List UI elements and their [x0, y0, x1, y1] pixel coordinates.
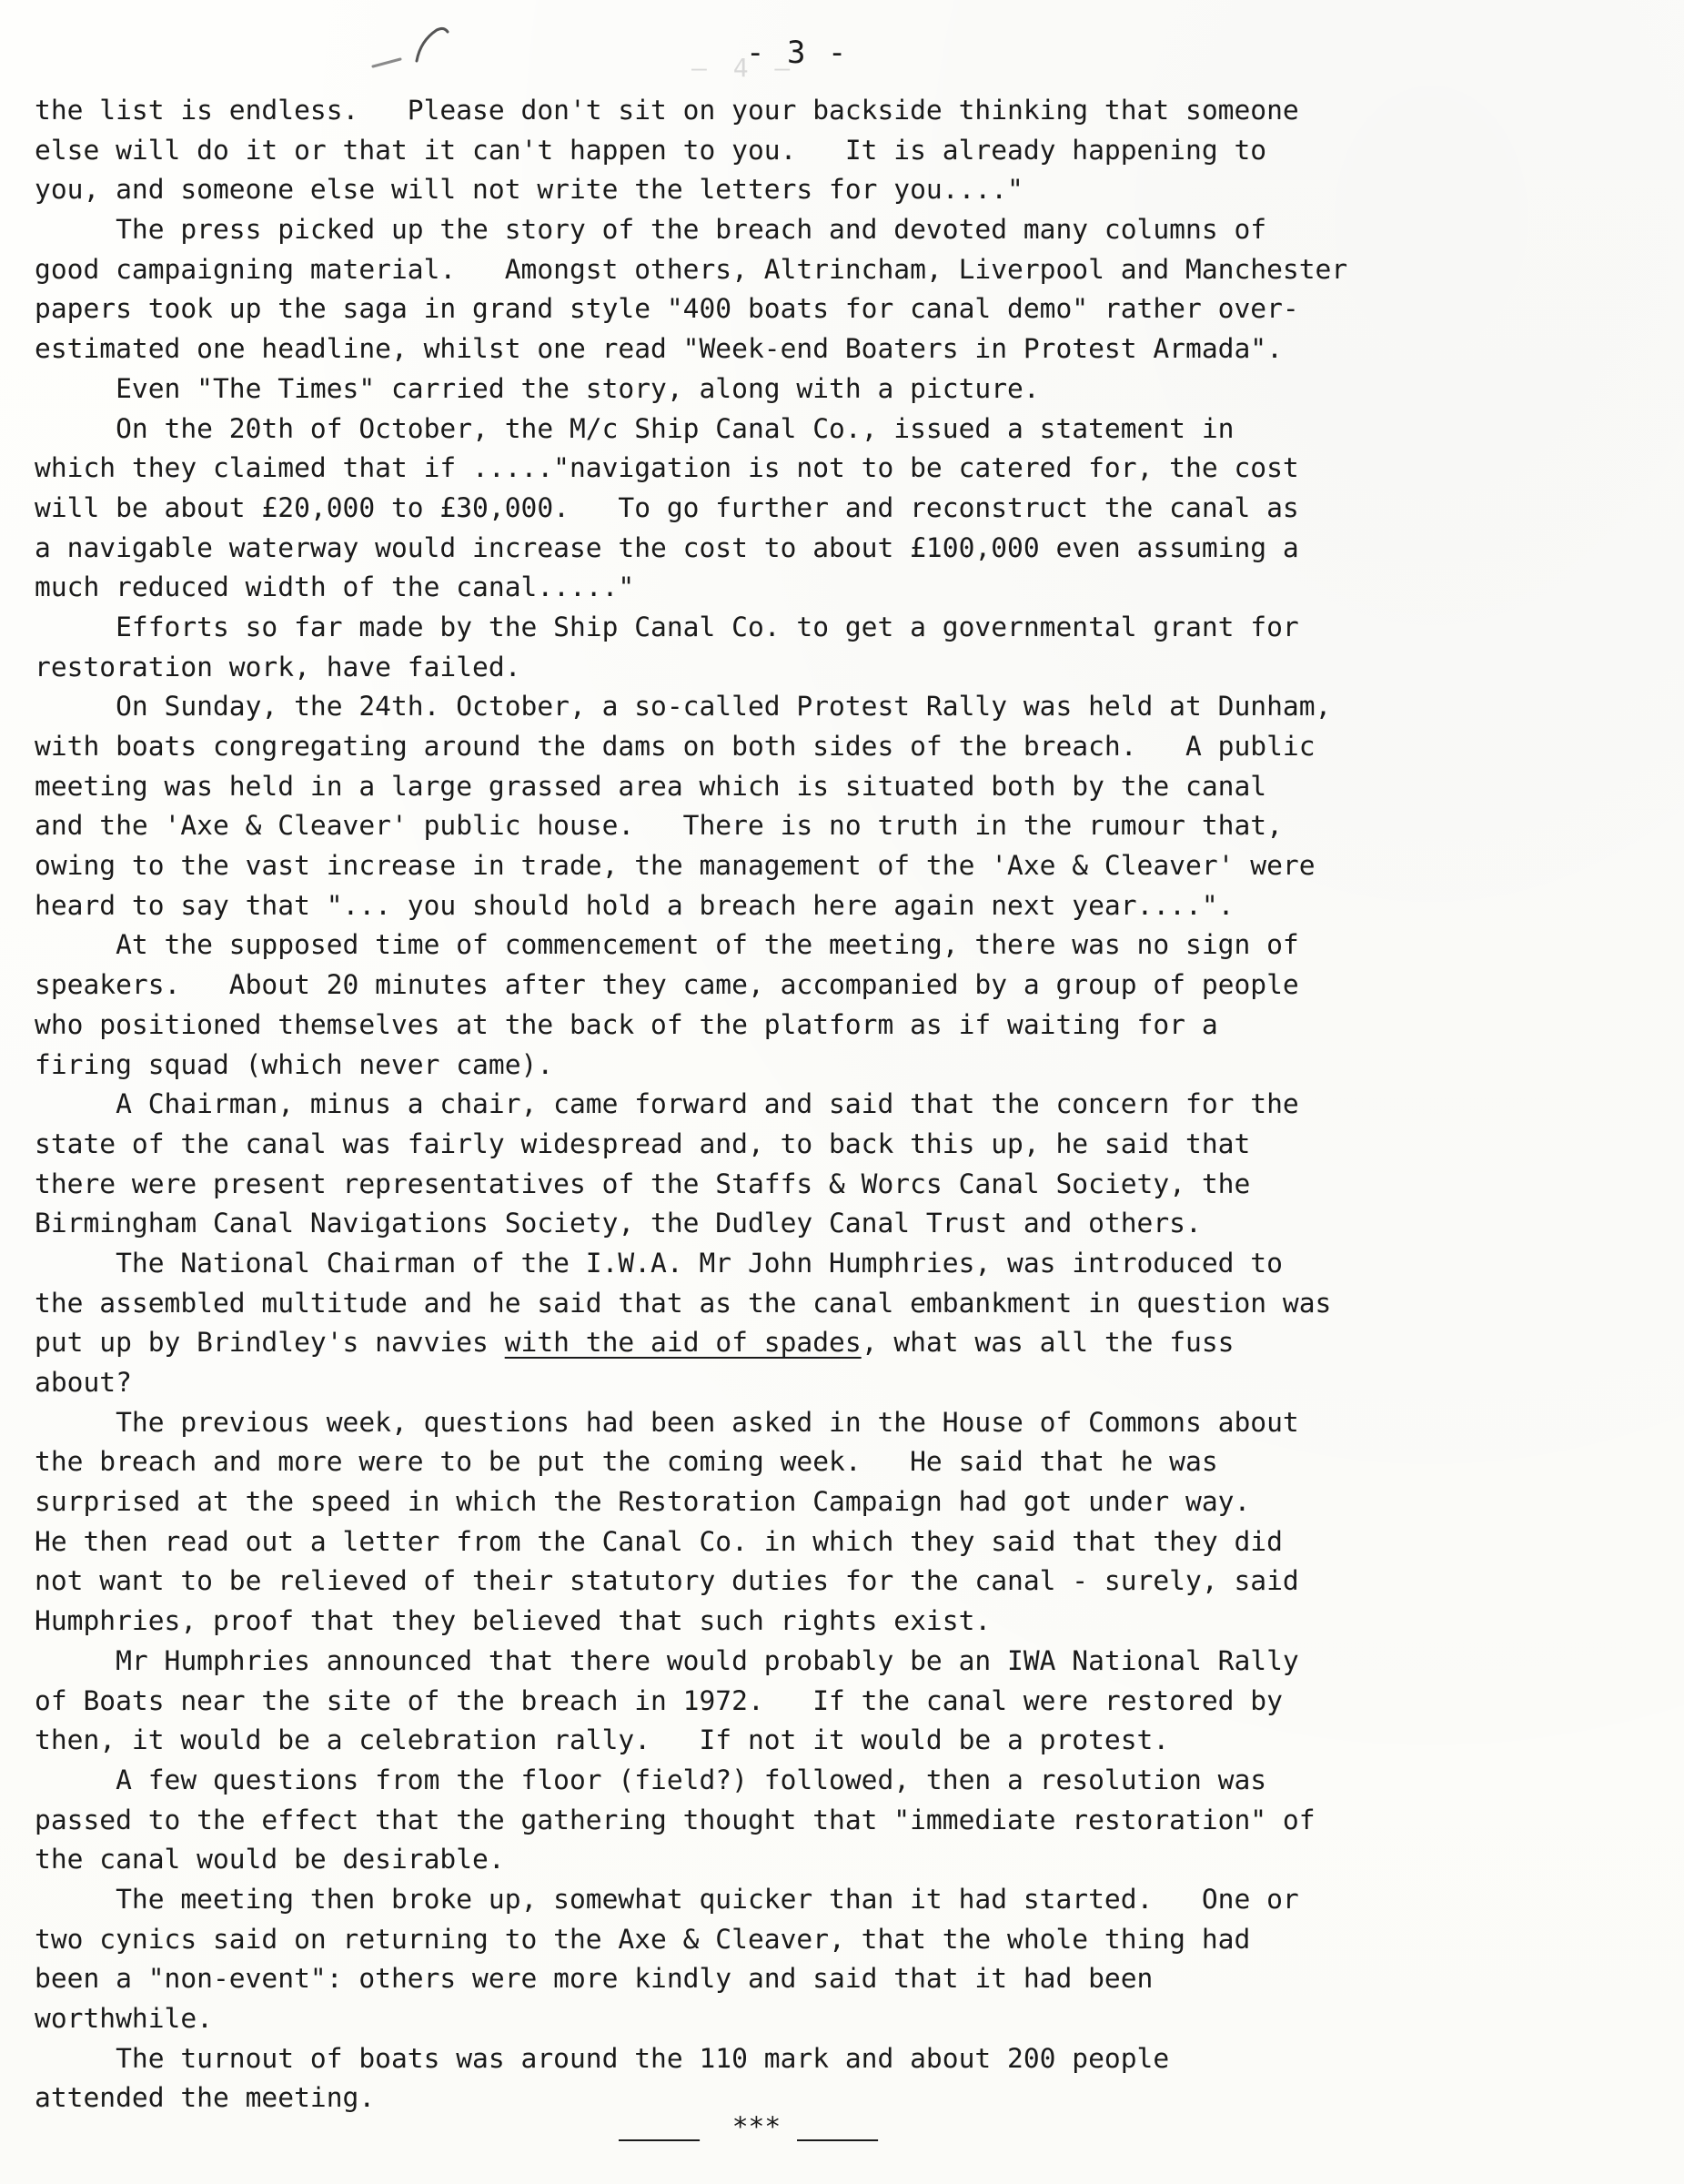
- text-line: you, and someone else will not write the letters for you....": [35, 174, 1024, 206]
- page-number: - 3 -: [746, 35, 849, 71]
- text-line: A Chairman, minus a chair, came forward and said that the concern for the: [35, 1088, 1299, 1120]
- text-line: will be about £20,000 to £30,000. To go further and reconstruct the canal as: [35, 491, 1299, 523]
- text-line: firing squad (which never came).: [35, 1048, 554, 1080]
- underlined-phrase: with the aid of spades: [504, 1327, 862, 1359]
- text-line: The press picked up the story of the breach and devoted many columns of: [35, 214, 1267, 246]
- pen-mark-icon: [364, 23, 473, 77]
- text-line: He then read out a letter from the Canal Co. in which they said that they did: [35, 1525, 1283, 1557]
- text-line: then, it would be a celebration rally. If not it would be a protest.: [35, 1724, 1170, 1756]
- text-line: Birmingham Canal Navigations Society, the Dudley Canal Trust and others.: [35, 1208, 1202, 1239]
- text-line-with-underline: [35, 1323, 1672, 1363]
- text-line: The meeting then broke up, somewhat quicker than it had started. One or: [35, 1883, 1299, 1915]
- text-line: heard to say that "... you should hold a breach here again next year....".: [35, 889, 1235, 921]
- text-line: about?: [35, 1367, 132, 1398]
- text-line: of Boats near the site of the breach in 1972. If the canal were restored by: [35, 1684, 1283, 1716]
- text-line: Efforts so far made by the Ship Canal Co. to get a governmental grant for: [35, 611, 1299, 642]
- text-line: state of the canal was fairly widespread and, to back this up, he said that: [35, 1127, 1251, 1159]
- section-separator: [619, 2111, 878, 2142]
- text-line: two cynics said on returning to the Axe & Cleaver, that the whole thing had: [35, 1923, 1251, 1955]
- text-line: and the 'Axe & Cleaver' public house. There is no truth in the rumour that,: [35, 810, 1283, 842]
- text-line: been a "non-event": others were more kindly and said that it had been: [35, 1963, 1154, 1995]
- text-line: owing to the vast increase in trade, the management of the 'Axe & Cleaver' were: [35, 850, 1316, 882]
- text-line: estimated one headline, whilst one read "Week-end Boaters in Protest Armada".: [35, 333, 1283, 365]
- text-line: Even "The Times" carried the story, along with a picture.: [35, 372, 1040, 404]
- separator-rule-left: [619, 2111, 700, 2142]
- text-line: there were present representatives of the Staffs & Worcs Canal Society, the: [35, 1168, 1251, 1199]
- text-line: a navigable waterway would increase the cost to about £100,000 even assuming a: [35, 531, 1299, 563]
- text-line: Mr Humphries announced that there would probably be an IWA National Rally: [35, 1644, 1299, 1676]
- text-line: passed to the effect that the gathering thought that "immediate restoration" of: [35, 1804, 1316, 1835]
- text-line: the list is endless. Please don't sit on your backside thinking that someone: [35, 95, 1299, 126]
- text-line: worthwhile.: [35, 2003, 213, 2034]
- separator-asterisks: ***: [731, 2111, 798, 2142]
- text-line: attended the meeting.: [35, 2082, 376, 2114]
- text-line: who positioned themselves at the back of the platform as if waiting for a: [35, 1008, 1218, 1040]
- separator-rule-right: [797, 2111, 878, 2142]
- text-line: surprised at the speed in which the Restoration Campaign had got under way.: [35, 1486, 1251, 1518]
- text-line: much reduced width of the canal.....": [35, 571, 635, 603]
- text-segment: , what was all the fuss: [861, 1327, 1235, 1359]
- text-line: Humphries, proof that they believed that such rights exist.: [35, 1605, 992, 1637]
- text-line: which they claimed that if ....."navigation is not to be catered for, the cost: [35, 452, 1299, 484]
- bleed-through-text: — 4 —: [691, 53, 796, 83]
- article-body: [35, 91, 1672, 2118]
- text-line: The National Chairman of the I.W.A. Mr John Humphries, was introduced to: [35, 1247, 1283, 1279]
- text-line: At the supposed time of commencement of the meeting, there was no sign of: [35, 929, 1299, 961]
- text-line: speakers. About 20 minutes after they came, accompanied by a group of people: [35, 969, 1299, 1001]
- text-line: the breach and more were to be put the coming week. He said that he was: [35, 1446, 1218, 1478]
- text-line: restoration work, have failed.: [35, 651, 521, 682]
- text-line: good campaigning material. Amongst others, Altrincham, Liverpool and Manchester: [35, 253, 1348, 285]
- text-line: On the 20th of October, the M/c Ship Canal Co., issued a statement in: [35, 412, 1235, 444]
- text-line: not want to be relieved of their statutory duties for the canal - surely, said: [35, 1565, 1299, 1597]
- text-line: else will do it or that it can't happen to you. It is already happening to: [35, 134, 1267, 166]
- text-line: meeting was held in a large grassed area which is situated both by the canal: [35, 770, 1267, 802]
- text-line: The previous week, questions had been asked in the House of Commons about: [35, 1406, 1299, 1438]
- text-line: papers took up the saga in grand style "400 boats for canal demo" rather over-: [35, 293, 1299, 325]
- text-line: On Sunday, the 24th. October, a so-called Protest Rally was held at Dunham,: [35, 691, 1332, 723]
- text-line: A few questions from the floor (field?) followed, then a resolution was: [35, 1764, 1267, 1795]
- text-segment: put up by Brindley's navvies: [35, 1327, 505, 1359]
- text-line: with boats congregating around the dams on both sides of the breach. A public: [35, 731, 1316, 762]
- text-line: the canal would be desirable.: [35, 1844, 505, 1876]
- text-line: The turnout of boats was around the 110 mark and about 200 people: [35, 2042, 1170, 2074]
- text-line: the assembled multitude and he said that as the canal embankment in question was: [35, 1287, 1332, 1319]
